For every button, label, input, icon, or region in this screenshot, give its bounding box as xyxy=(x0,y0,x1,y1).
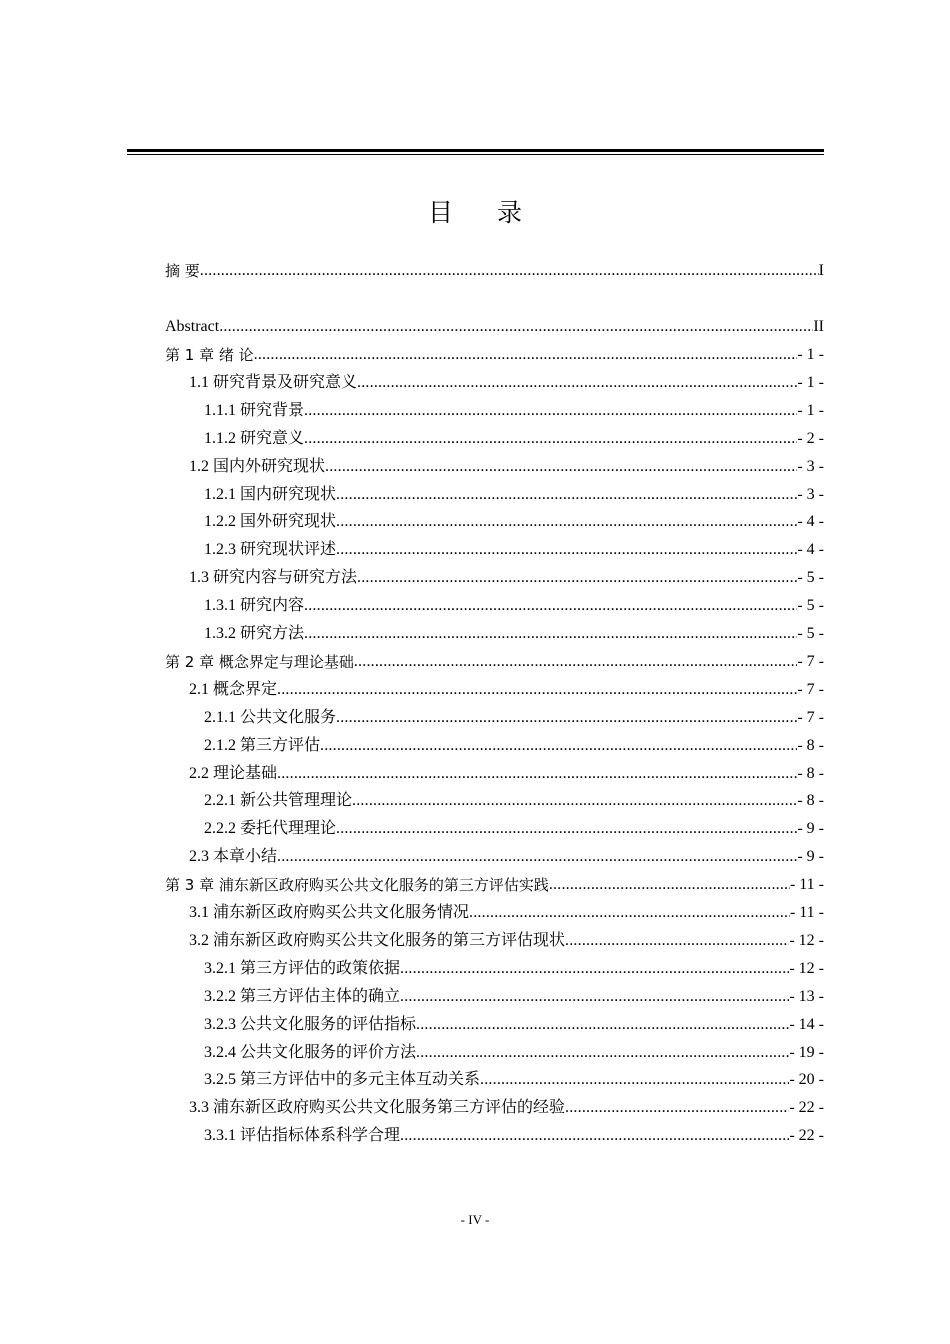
toc-entry-page: - 3 - xyxy=(797,485,824,503)
toc-entry-page: - 12 - xyxy=(789,931,824,949)
toc-entry[interactable] xyxy=(204,1068,824,1092)
toc-leader-dots xyxy=(336,706,797,730)
toc-leader-dots xyxy=(304,399,797,423)
toc-entry[interactable] xyxy=(204,483,824,507)
toc-entry[interactable] xyxy=(204,399,824,423)
toc-leader-dots xyxy=(357,566,797,590)
toc-entry-page: - 11 - xyxy=(789,876,824,894)
toc-entry-label: 1.2.2 国外研究现状 xyxy=(204,513,337,531)
toc-leader-dots xyxy=(277,845,797,869)
toc-entry-page: - 19 - xyxy=(789,1043,824,1061)
toc-entry-label: 3.1 浦东新区政府购买公共文化服务情况 xyxy=(189,904,470,921)
toc-entry-label: 3.2.4 公共文化服务的评价方法 xyxy=(204,1043,417,1061)
toc-leader-dots xyxy=(565,929,789,953)
toc-entry-page: - 8 - xyxy=(797,764,824,782)
toc-entry[interactable] xyxy=(204,985,824,1009)
toc-leader-dots xyxy=(304,622,797,646)
toc-entry-label: 3.2.1 第三方评估的政策依据 xyxy=(204,959,401,977)
toc-entry-page: - 9 - xyxy=(797,820,824,838)
toc-entry[interactable] xyxy=(189,566,824,590)
toc-leader-dots xyxy=(320,734,797,758)
toc-entry-page: - 5 - xyxy=(797,597,824,615)
toc-leader-dots xyxy=(469,901,790,925)
toc-entry[interactable] xyxy=(189,455,824,479)
toc-entry-label: 2.1.2 第三方评估 xyxy=(204,736,321,754)
toc-leader-dots xyxy=(219,315,813,339)
page-number: - IV - xyxy=(460,1212,490,1227)
toc-entry-label: 3.2.5 第三方评估中的多元主体互动关系 xyxy=(204,1071,481,1089)
toc-entry-page: I xyxy=(818,262,824,279)
toc-leader-dots xyxy=(400,1124,789,1148)
toc-leader-dots xyxy=(336,817,797,841)
toc-entry[interactable] xyxy=(204,427,824,451)
toc-leader-dots xyxy=(565,1096,789,1120)
toc-entry[interactable] xyxy=(189,845,824,869)
toc-entry-page: - 1 - xyxy=(797,401,824,419)
toc-entry-label: 3.3 浦东新区政府购买公共文化服务第三方评估的经验 xyxy=(189,1099,566,1117)
toc-entry-label: 1.1 研究背景及研究意义 xyxy=(189,373,358,391)
toc-entry-page: - 8 - xyxy=(797,736,824,754)
toc-entry-label: 3.3.1 评估指标体系科学合理 xyxy=(204,1127,401,1145)
toc-entry-label: 1.1.2 研究意义 xyxy=(204,429,305,447)
toc-entry[interactable] xyxy=(204,594,824,618)
toc-entry-page: - 12 - xyxy=(789,959,824,977)
toc-entry-label: 3.2.2 第三方评估主体的确立 xyxy=(204,987,401,1005)
toc-entry-label: 3.2.3 公共文化服务的评估指标 xyxy=(204,1015,417,1033)
header-rule-thick xyxy=(127,149,824,152)
toc-entry[interactable] xyxy=(204,1013,824,1037)
page-title: 目 录 xyxy=(428,198,540,227)
toc-entry[interactable] xyxy=(204,622,824,646)
toc-entry-page: - 11 - xyxy=(789,904,824,921)
toc-entry[interactable] xyxy=(165,650,824,674)
toc-entry-label: 摘 要 xyxy=(165,262,200,280)
toc-entry-page: - 8 - xyxy=(797,792,824,810)
toc-entry-page: - 5 - xyxy=(797,569,824,587)
toc-entry-label: 1.3.2 研究方法 xyxy=(204,625,305,642)
toc-entry-label: 1.2.1 国内研究现状 xyxy=(204,485,337,503)
toc-entry-label: 2.3 本章小结 xyxy=(189,848,278,866)
toc-leader-dots xyxy=(304,594,797,618)
toc-entry[interactable] xyxy=(189,762,824,786)
toc-entry[interactable] xyxy=(204,817,824,841)
toc-entry-page: - 2 - xyxy=(797,429,824,447)
toc-entry-page: - 3 - xyxy=(797,457,824,475)
toc-entry-label: 2.2.1 新公共管理理论 xyxy=(204,792,353,810)
toc-leader-dots xyxy=(357,371,797,395)
toc-entry-page: - 7 - xyxy=(797,652,824,670)
toc-entry[interactable] xyxy=(189,1096,824,1120)
toc-entry-page: - 13 - xyxy=(789,987,824,1005)
toc-leader-dots xyxy=(336,483,797,507)
toc-leader-dots xyxy=(277,678,797,702)
toc-entry-page: - 9 - xyxy=(797,848,824,866)
toc-leader-dots xyxy=(416,1041,789,1065)
toc-entry[interactable] xyxy=(189,371,824,395)
toc-entry-page: - 4 - xyxy=(797,513,824,531)
toc-entry-page: - 20 - xyxy=(789,1071,824,1089)
toc-entry-label: 第 1 章 绪 论 xyxy=(165,346,254,364)
toc-entry[interactable] xyxy=(204,1124,824,1148)
toc-entry[interactable] xyxy=(204,510,824,534)
toc-leader-dots xyxy=(304,427,797,451)
toc-entry[interactable] xyxy=(189,678,824,702)
toc-entry-label: 2.2 理论基础 xyxy=(189,764,278,782)
toc-entry[interactable] xyxy=(204,957,824,981)
toc-leader-dots xyxy=(277,762,797,786)
toc-leader-dots xyxy=(352,789,797,813)
toc-leader-dots xyxy=(354,650,797,674)
toc-entry[interactable] xyxy=(165,259,824,283)
toc-entry[interactable] xyxy=(165,315,824,339)
toc-entry[interactable] xyxy=(189,929,824,953)
toc-leader-dots xyxy=(325,455,797,479)
toc-entry-label: 1.3.1 研究内容 xyxy=(204,597,305,615)
toc-entry-page: - 22 - xyxy=(789,1099,824,1117)
toc-entry-page: II xyxy=(813,318,824,335)
toc-entry[interactable] xyxy=(204,789,824,813)
toc-entry-page: - 22 - xyxy=(789,1127,824,1145)
toc-entry-page: - 1 - xyxy=(797,373,824,391)
toc-entry[interactable] xyxy=(165,873,824,897)
toc-entry-page: - 1 - xyxy=(797,346,824,363)
toc-leader-dots xyxy=(549,873,790,897)
toc-entry-page: - 5 - xyxy=(797,625,824,642)
toc-entry-label: Abstract xyxy=(165,318,220,335)
toc-entry[interactable] xyxy=(204,706,824,730)
toc-entry[interactable] xyxy=(204,734,824,758)
toc-entry[interactable] xyxy=(189,901,824,925)
toc-entry-label: 1.2 国内外研究现状 xyxy=(189,457,326,475)
toc-leader-dots xyxy=(336,538,797,562)
toc-leader-dots xyxy=(254,343,798,367)
toc-leader-dots xyxy=(400,985,789,1009)
toc-entry-page: - 7 - xyxy=(797,680,824,698)
toc-entry-label: 3.2 浦东新区政府购买公共文化服务的第三方评估现状 xyxy=(189,931,566,949)
toc-entry-label: 第 3 章 浦东新区政府购买公共文化服务的第三方评估实践 xyxy=(165,876,549,895)
toc-entry-page: - 7 - xyxy=(797,708,824,726)
toc-entry-page: - 4 - xyxy=(797,541,824,559)
toc-entry-label: 1.1.1 研究背景 xyxy=(204,401,305,419)
toc-entry[interactable] xyxy=(204,538,824,562)
toc-entry[interactable] xyxy=(165,343,824,367)
toc-leader-dots xyxy=(200,259,819,283)
toc-entry-label: 2.1.1 公共文化服务 xyxy=(204,708,337,726)
toc-leader-dots xyxy=(480,1068,789,1092)
toc-entry-page: - 14 - xyxy=(789,1015,824,1033)
toc-entry[interactable] xyxy=(204,1041,824,1065)
toc-leader-dots xyxy=(416,1013,789,1037)
toc-leader-dots xyxy=(400,957,789,981)
toc-entry-label: 2.2.2 委托代理理论 xyxy=(204,820,337,838)
toc-entry-label: 1.2.3 研究现状评述 xyxy=(204,541,337,559)
toc-entry-label: 第 2 章 概念界定与理论基础 xyxy=(165,652,354,671)
toc-entry-label: 1.3 研究内容与研究方法 xyxy=(189,569,358,587)
header-rule-thin xyxy=(127,154,824,155)
toc-entry-label: 2.1 概念界定 xyxy=(189,680,278,698)
toc-leader-dots xyxy=(336,510,797,534)
